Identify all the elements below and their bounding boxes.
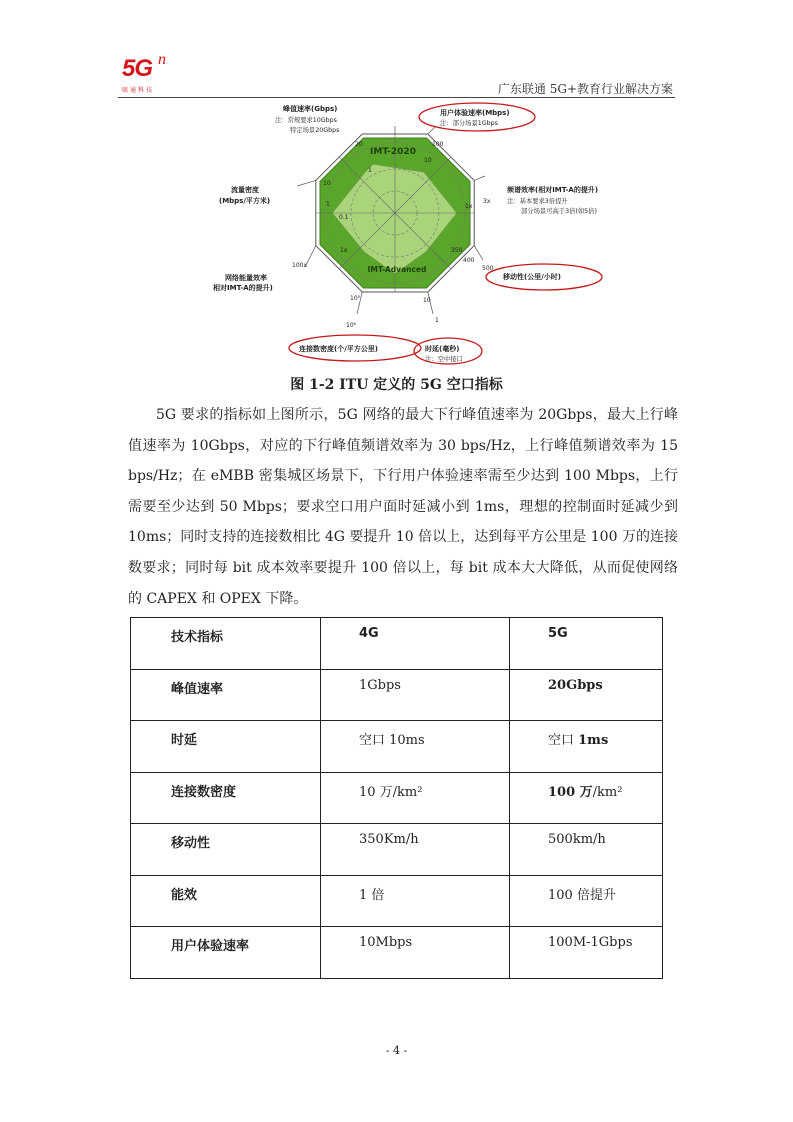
table-row xyxy=(131,927,663,979)
latency-note: 注：空中接口 xyxy=(425,356,463,363)
tick-peak-high: 20 xyxy=(355,141,363,148)
row-4g: 1Gbps xyxy=(321,669,510,721)
spec-table xyxy=(130,617,663,979)
tick-energy-high: 100x xyxy=(292,262,308,269)
peak-rate-title: 峰值速率(Gbps) xyxy=(283,105,338,113)
energy-title-1: 网络能量效率 xyxy=(225,274,267,282)
user-rate-note: 注：部分场景1Gbps xyxy=(440,120,498,127)
row-5g-suffix: /km² xyxy=(592,784,623,800)
row-metric: 峰值速率 xyxy=(131,669,321,721)
mobility-title: 移动性(公里/小时) xyxy=(503,273,561,281)
header-divider xyxy=(118,97,675,98)
spectral-note1: 注：基本要求3倍提升 xyxy=(507,198,568,205)
table-row xyxy=(131,824,663,876)
tick-traffic-low: 0.1 xyxy=(339,214,349,221)
header-4g: 4G xyxy=(321,618,510,670)
tick-spectral-low: 1x xyxy=(465,203,473,210)
imt2020-label: IMT-2020 xyxy=(370,147,416,157)
figure-caption: 图 1-2 ITU 定义的 5G 空口指标 xyxy=(290,377,503,393)
traffic-title-1: 流量密度 xyxy=(231,186,259,194)
table-row xyxy=(131,721,663,773)
row-4g: 10Mbps xyxy=(321,927,510,979)
row-4g: 1 倍 xyxy=(321,875,510,927)
row-4g: 空口 10ms xyxy=(321,721,510,773)
row-4g: 10 万/km² xyxy=(321,772,510,824)
tick-latency-high: 1 xyxy=(435,317,439,324)
spectral-title: 频谱效率(相对IMT-A的提升) xyxy=(507,186,599,194)
body-paragraph: 5G 要求的指标如上图所示，5G 网络的最大下行峰值速率为 20Gbps，最大上行峰值速率为 10Gbps，对应的下行峰值频谱效率为 30 bps/Hz，上行峰值频谱效率为 15 bps/Hz；在 eMBB 密集城区场景下，下行用户体验速率需至少达到 100 Mbps，上行需要至少达到 50 Mbps；要求空口用户面时延减小到 1ms，理想的控制面时延减少到 10ms；同时支持的连接数相比 4G 要提升 10 倍以上，达到每平方公里是 100 万的连接数要求；同时每 bit 成本效率要提升 100 倍以上，每 bit 成本大大降低，从而促使网络的 CAPEX 和 OPEX 下降。 xyxy=(128,407,678,607)
row-metric: 用户体验速率 xyxy=(131,927,321,979)
row-metric: 移动性 xyxy=(131,824,321,876)
logo xyxy=(118,51,198,97)
traffic-title-2: (Mbps/平方米) xyxy=(219,197,271,205)
tick-spectral-high: 3x xyxy=(483,198,491,205)
spectral-note2: 部分场景可高于3倍(如5倍) xyxy=(521,208,597,215)
tick-traffic-high: 10 xyxy=(323,180,331,187)
row-5g: 500km/h xyxy=(510,824,663,876)
itu-5g-radar-figure xyxy=(195,102,615,368)
tick-energy-low: 1x xyxy=(340,247,348,254)
user-rate-title: 用户体验速率(Mbps) xyxy=(440,109,510,117)
row-metric: 时延 xyxy=(131,721,321,773)
header-title: 广东联通 5G+教育行业解决方案 xyxy=(497,82,673,96)
peak-rate-note2: 特定场景20Gbps xyxy=(290,127,340,134)
tick-mobility-mid: 400 xyxy=(463,257,475,264)
density-title: 连接数密度(个/平方公里) xyxy=(299,345,378,353)
header-5g: 5G xyxy=(510,618,663,670)
row-5g-bold: 1ms xyxy=(578,733,609,748)
latency-title: 时延(毫秒) xyxy=(425,345,460,353)
row-4g: 350Km/h xyxy=(321,824,510,876)
row-5g: 20Gbps xyxy=(510,669,663,721)
table-row xyxy=(131,875,663,927)
tick-user-low: 10 xyxy=(424,157,432,164)
row-5g xyxy=(510,772,663,824)
row-metric: 连接数密度 xyxy=(131,772,321,824)
tick-traffic-mid: 1 xyxy=(326,201,330,208)
row-5g: 100 倍提升 xyxy=(510,875,663,927)
table-row xyxy=(131,669,663,721)
tick-user-high: 100 xyxy=(432,141,444,148)
table-row xyxy=(131,772,663,824)
header-metric: 技术指标 xyxy=(131,618,321,670)
tick-latency-low: 10 xyxy=(423,297,431,304)
logo-superscript: n xyxy=(158,51,166,68)
logo-main: 5G xyxy=(122,55,153,82)
energy-title-2: 相对IMT-A的提升) xyxy=(213,284,273,292)
row-5g-bold: 100 万 xyxy=(548,784,593,800)
page-number: - 4 - xyxy=(385,1044,408,1057)
tick-peak-low: 1 xyxy=(368,167,372,174)
table-header-row xyxy=(131,618,663,670)
tick-density-high: 10⁶ xyxy=(346,322,357,329)
imt-advanced-label: IMT-Advanced xyxy=(367,265,427,274)
tick-density-low: 10⁵ xyxy=(350,295,361,302)
row-5g xyxy=(510,721,663,773)
tick-mobility-high: 500 xyxy=(482,265,494,272)
peak-rate-note1: 注：常规要求10Gbps xyxy=(275,117,337,124)
row-5g: 100M-1Gbps xyxy=(510,927,663,979)
logo-subtitle: 联通科技 xyxy=(122,87,155,94)
row-5g-prefix: 空口 xyxy=(548,733,579,748)
tick-mobility-low: 350 xyxy=(451,247,463,254)
row-metric: 能效 xyxy=(131,875,321,927)
